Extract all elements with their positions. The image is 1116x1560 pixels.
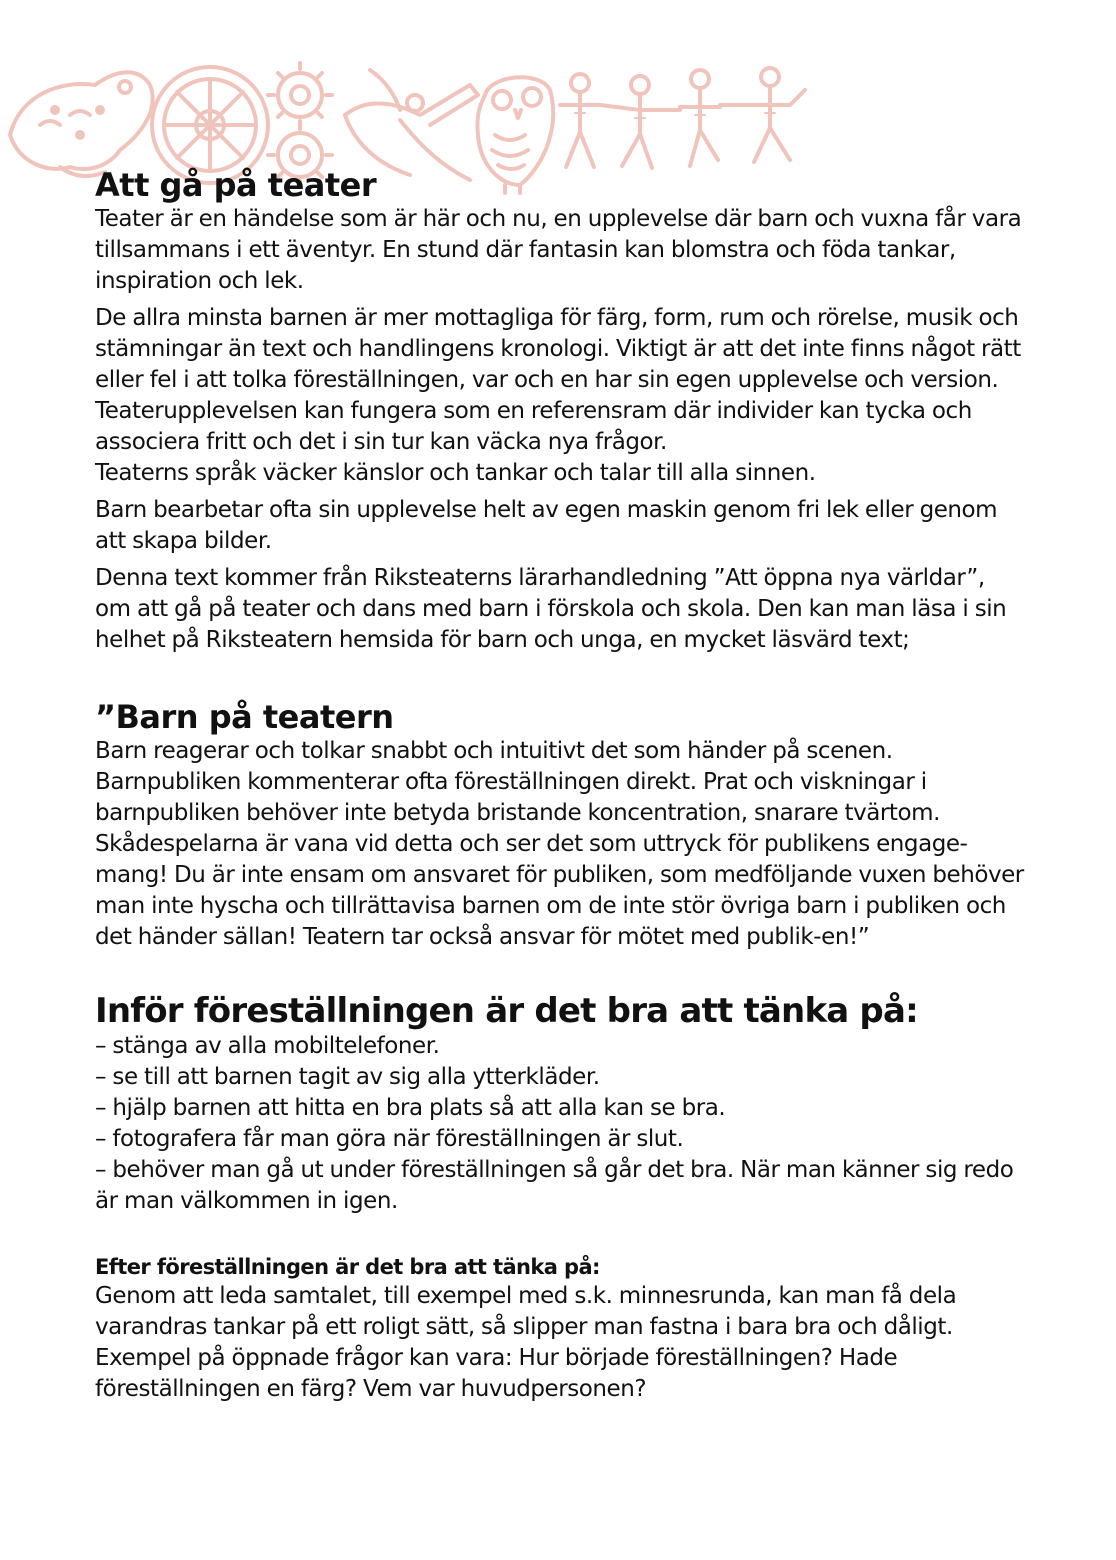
list-item: – hjälp barnen att hitta en bra plats så att alla kan se bra. (95, 1095, 726, 1121)
section-infor-forestallningen (95, 991, 1025, 1217)
list-item: – fotografera får man göra när föreställningen är slut. (95, 1126, 684, 1152)
section-heading: Efter föreställningen är det bra att tänka på: (95, 1255, 600, 1279)
paragraph: Barn bearbetar ofta sin upplevelse helt av egen maskin genom fri lek eller genom att skapa bilder. (95, 497, 998, 554)
paragraph: De allra minsta barnen är mer mottagliga för färg, form, rum och rörelse, musik och stämningar än text och handlingens kronologi. Viktigt är att det inte finns något rätt eller fel i att tolka föreställningen, var och en har sin egen upplevelse och version. Teaterupplevelsen kan fungera som en referensram där individer kan tycka och associera fritt och det i sin tur kan väcka nya frågor. (95, 305, 1021, 455)
list-item: – behöver man gå ut under föreställningen så går det bra. När man känner sig redo är man välkommen in igen. (95, 1157, 1014, 1214)
list-item: – stänga av alla mobiltelefoner. (95, 1033, 440, 1059)
quote-paragraph: Barn reagerar och tolkar snabbt och intuitivt det som händer på scenen. Barnpubliken kommenterar ofta föreställningen direkt. Prat och viskningar i barnpubliken behöver inte betyda bristande koncentration, snarare tvärtom. Skådespelarna är vana vid detta och ser det som uttryck för publikens engage-mang! Du är inte ensam om ansvaret för publiken, som medföljande vuxen behöver man inte hyscha och tillrättavisa barnen om de inte stör övriga barn i publiken och det händer sällan! Teatern tar också ansvar för mötet med publik-en!” (95, 738, 1024, 950)
paragraph: Denna text kommer från Riksteaterns lärarhandledning ”Att öppna nya världar”, om att gå på teater och dans med barn i förskola och skola. Den kan man läsa i sin helhet på Riksteatern hemsida för barn och unga, en mycket läsvärd text; (95, 565, 1007, 653)
frog-icon (10, 72, 153, 176)
section-att-ga-pa-teater (95, 166, 1025, 656)
paragraph: Genom att leda samtalet, till exempel med s.k. minnesrunda, kan man få dela varandras tankar på ett roligt sätt, så slipper man fastna i bara bra och dåligt. Exempel på öppnade frågor kan vara: Hur började föreställningen? Hade föreställningen en färg? Vem var huvudpersonen? (95, 1283, 957, 1402)
section-heading: Att gå på teater (95, 166, 377, 204)
angel-trumpet-icon (345, 70, 478, 180)
section-heading: Inför föreställningen är det bra att tänka på: (95, 991, 918, 1031)
section-efter-forestallningen (95, 1253, 1025, 1405)
paragraph: Teaterns språk väcker känslor och tankar och talar till alla sinnen. (95, 460, 816, 486)
dancing-skeletons-icon (560, 68, 805, 168)
section-heading: ”Barn på teatern (95, 698, 394, 736)
checklist (95, 1031, 1025, 1217)
section-barn-pa-teatern (95, 698, 1025, 953)
list-item: – se till att barnen tagit av sig alla ytterkläder. (95, 1064, 600, 1090)
paragraph: Teater är en händelse som är här och nu, en upplevelse där barn och vuxna får vara tillsammans i ett äventyr. En stund där fantasin kan blomstra och föda tankar, inspiration och lek. (95, 206, 1022, 294)
document-content (95, 166, 1025, 1405)
